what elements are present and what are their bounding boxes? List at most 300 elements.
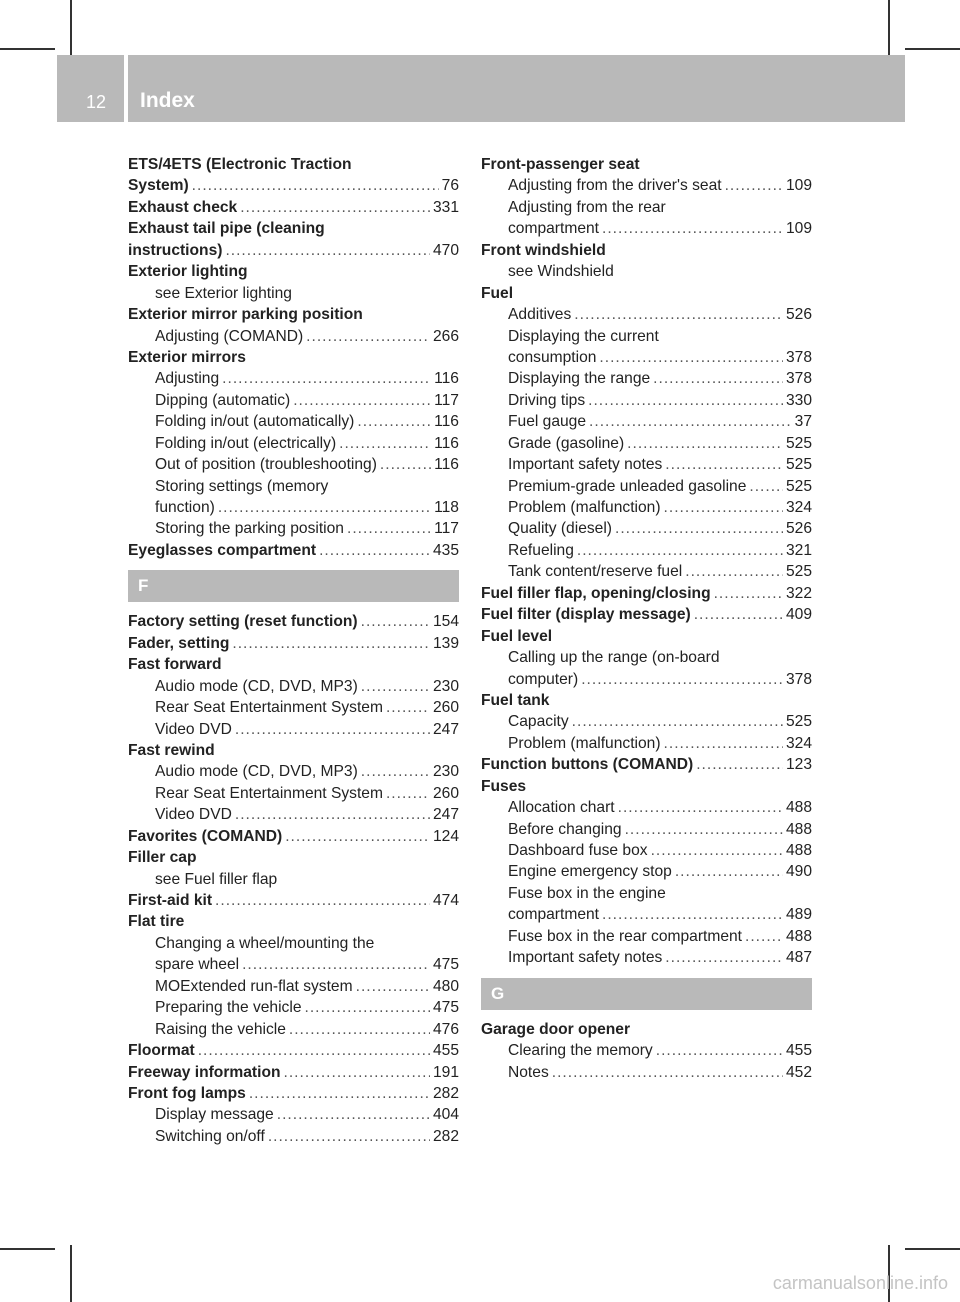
index-entry xyxy=(481,240,812,261)
entry-label: Fuel filler flap, opening/closing xyxy=(481,584,711,602)
index-entry[interactable] xyxy=(128,1040,459,1061)
entry-label: Premium-grade unleaded gasoline xyxy=(508,477,747,495)
dot-leader xyxy=(664,497,783,518)
dot-leader xyxy=(665,454,783,475)
page-reference[interactable]: 487 xyxy=(785,949,812,967)
index-subentry[interactable] xyxy=(481,861,812,882)
entry-label: Fuses xyxy=(481,777,527,795)
dot-leader xyxy=(289,1019,430,1040)
dot-leader xyxy=(284,1062,430,1083)
index-entry[interactable] xyxy=(128,826,459,847)
index-subentry[interactable] xyxy=(481,797,812,818)
dot-leader xyxy=(599,347,783,368)
index-subentry[interactable] xyxy=(481,1040,812,1061)
page-reference[interactable]: 480 xyxy=(432,977,459,995)
page-reference[interactable]: 282 xyxy=(432,1084,459,1102)
entry-label: Switching on/off xyxy=(155,1127,265,1145)
index-entry[interactable] xyxy=(481,604,812,625)
index-subentry[interactable] xyxy=(128,783,459,804)
page-number: 12 xyxy=(86,92,107,112)
page-reference[interactable]: 470 xyxy=(432,241,459,259)
index-subentry[interactable] xyxy=(481,390,812,411)
entry-label: Rear Seat Entertainment System xyxy=(155,784,383,802)
entry-label: ETS/4ETS (Electronic Traction xyxy=(128,156,352,173)
index-entry xyxy=(128,218,459,239)
index-subentry[interactable] xyxy=(481,1062,812,1083)
crop-mark-top-left-h xyxy=(0,48,55,50)
index-subentry[interactable] xyxy=(128,518,459,539)
index-subentry[interactable] xyxy=(128,433,459,454)
page-reference[interactable]: 455 xyxy=(785,1042,812,1060)
index-entry[interactable] xyxy=(128,633,459,654)
page-reference[interactable]: 488 xyxy=(785,820,812,838)
dot-leader xyxy=(386,697,430,718)
entry-label: Folding in/out (automatically) xyxy=(155,413,355,431)
index-subentry[interactable] xyxy=(481,433,812,454)
entry-label: Adjusting xyxy=(155,370,220,388)
index-column-left xyxy=(128,154,459,1147)
entry-label: Adjusting (COMAND) xyxy=(155,327,304,345)
page-reference[interactable]: 37 xyxy=(794,413,812,431)
page-reference[interactable]: 475 xyxy=(432,999,459,1017)
dot-leader xyxy=(618,797,783,818)
dot-leader xyxy=(581,669,783,690)
index-subentry[interactable] xyxy=(481,218,812,239)
entry-label: Fuse box in the engine xyxy=(508,884,666,902)
index-subentry[interactable] xyxy=(481,840,812,861)
dot-leader xyxy=(277,1104,430,1125)
page-reference[interactable]: 230 xyxy=(432,677,459,695)
index-entry[interactable] xyxy=(128,1062,459,1083)
entry-label: Front windshield xyxy=(481,241,606,259)
index-entry xyxy=(128,740,459,761)
dot-leader xyxy=(357,411,431,432)
index-entry xyxy=(481,1019,812,1040)
entry-label: Audio mode (CD, DVD, MP3) xyxy=(155,677,358,695)
entry-label: Adjusting from the rear xyxy=(508,198,666,216)
dot-leader xyxy=(552,1062,783,1083)
index-subentry[interactable] xyxy=(128,761,459,782)
section-letter-bar: F xyxy=(128,570,459,602)
entry-label: First-aid kit xyxy=(128,892,213,909)
index-subentry[interactable] xyxy=(128,1019,459,1040)
dot-leader xyxy=(588,390,783,411)
entry-label: Exhaust check xyxy=(128,198,238,216)
dot-leader xyxy=(656,1040,783,1061)
entry-label: computer) xyxy=(508,670,579,688)
crop-mark-top-right-h xyxy=(905,48,960,50)
index-entry xyxy=(128,347,459,368)
index-subentry[interactable] xyxy=(481,733,812,754)
entry-label: Calling up the range (on-board xyxy=(508,649,720,667)
dot-leader xyxy=(602,904,783,925)
page-reference[interactable]: 76 xyxy=(441,177,459,195)
index-subentry xyxy=(481,883,812,904)
index-entry[interactable] xyxy=(128,197,459,218)
dot-leader xyxy=(249,1083,430,1104)
page-reference[interactable]: 525 xyxy=(785,434,812,452)
entry-label: see Exterior lighting xyxy=(155,284,292,302)
page-reference[interactable]: 109 xyxy=(785,220,812,238)
entry-label: Fuel xyxy=(481,284,514,302)
watermark: carmanualsonline.info xyxy=(772,1273,948,1293)
dot-leader xyxy=(215,890,430,911)
dot-leader xyxy=(361,761,430,782)
entry-label: Fader, setting xyxy=(128,634,230,652)
index-entry xyxy=(481,626,812,647)
crop-mark-bottom-left-v xyxy=(70,1245,72,1302)
index-subentry[interactable] xyxy=(128,390,459,411)
dot-leader xyxy=(745,926,783,947)
dot-leader xyxy=(749,476,783,497)
page-reference[interactable]: 260 xyxy=(432,699,459,717)
index-subentry[interactable] xyxy=(481,497,812,518)
entry-label: Rear Seat Entertainment System xyxy=(155,699,383,717)
index-subentry[interactable] xyxy=(128,454,459,475)
dot-leader xyxy=(361,611,430,632)
index-entry[interactable] xyxy=(481,754,812,775)
entry-label: Important safety notes xyxy=(508,456,663,474)
page-reference[interactable]: 488 xyxy=(785,927,812,945)
entry-label: Out of position (troubleshooting) xyxy=(155,456,377,474)
entry-label: Exhaust tail pipe (cleaning xyxy=(128,220,325,238)
entry-label: spare wheel xyxy=(155,956,240,974)
dot-leader xyxy=(602,218,783,239)
index-subentry[interactable] xyxy=(128,1126,459,1147)
index-subentry xyxy=(128,933,459,954)
entry-label: function) xyxy=(155,499,215,516)
entry-label: Front fog lamps xyxy=(128,1084,246,1102)
entry-label: Problem (malfunction) xyxy=(508,734,661,752)
entry-label: Clearing the memory xyxy=(508,1042,653,1060)
entry-label: Fuel filter (display message) xyxy=(481,606,691,624)
dot-leader xyxy=(574,304,783,325)
page-reference[interactable]: 123 xyxy=(785,756,812,774)
page-reference[interactable]: 282 xyxy=(432,1127,459,1145)
entry-label: compartment xyxy=(508,220,599,238)
entry-label: Display message xyxy=(155,1106,274,1124)
dot-leader xyxy=(685,561,783,582)
dot-leader xyxy=(305,997,430,1018)
index-subentry[interactable] xyxy=(481,454,812,475)
page-reference[interactable]: 116 xyxy=(434,456,459,474)
dot-leader xyxy=(339,433,431,454)
dot-leader xyxy=(192,175,439,196)
dot-leader xyxy=(653,368,783,389)
crop-mark-bottom-right-h xyxy=(905,1248,960,1250)
dot-leader xyxy=(347,518,431,539)
index-subentry xyxy=(481,326,812,347)
index-subentry[interactable] xyxy=(128,954,459,975)
index-subentry[interactable] xyxy=(481,476,812,497)
index-subentry xyxy=(128,283,459,304)
index-subentry[interactable] xyxy=(481,175,812,196)
index-subentry[interactable] xyxy=(481,368,812,389)
index-subentry[interactable] xyxy=(481,947,812,968)
entry-label: Flat tire xyxy=(128,913,185,931)
entry-label: Raising the vehicle xyxy=(155,1020,286,1038)
index-subentry[interactable] xyxy=(481,711,812,732)
entry-label: consumption xyxy=(508,348,597,366)
index-entry xyxy=(128,847,459,868)
dot-leader xyxy=(198,1040,430,1061)
index-entry[interactable] xyxy=(128,540,459,561)
dot-leader xyxy=(361,676,430,697)
entry-label: Folding in/out (electrically) xyxy=(155,434,337,452)
entry-label: Tank content/reserve fuel xyxy=(508,563,683,581)
section-letter-bar: G xyxy=(481,978,812,1010)
entry-label: Filler cap xyxy=(128,849,197,867)
entry-label: Storing settings (memory xyxy=(155,477,329,495)
dot-leader xyxy=(225,240,430,261)
page-reference[interactable]: 139 xyxy=(432,634,459,652)
dot-leader xyxy=(268,1126,430,1147)
entry-label: Dipping (automatic) xyxy=(155,391,291,409)
index-entry xyxy=(128,261,459,282)
dot-leader xyxy=(625,819,783,840)
dot-leader xyxy=(235,804,430,825)
entry-label: compartment xyxy=(508,906,599,924)
entry-label: Video DVD xyxy=(155,806,232,824)
index-entry[interactable] xyxy=(128,240,459,261)
page-reference[interactable]: 154 xyxy=(432,613,459,631)
page-reference[interactable]: 525 xyxy=(785,456,812,474)
entry-label: instructions) xyxy=(128,241,223,259)
index-subentry[interactable] xyxy=(128,697,459,718)
entry-label: Grade (gasoline) xyxy=(508,434,625,452)
entry-label: Preparing the vehicle xyxy=(155,999,302,1017)
index-subentry xyxy=(128,476,459,497)
dot-leader xyxy=(725,175,783,196)
dot-leader xyxy=(651,840,783,861)
index-subentry[interactable] xyxy=(481,347,812,368)
page-reference[interactable]: 324 xyxy=(785,499,812,516)
entry-label: Engine emergency stop xyxy=(508,863,672,881)
entry-label: Favorites (COMAND) xyxy=(128,827,283,845)
page-reference[interactable]: 191 xyxy=(432,1063,459,1081)
dot-leader xyxy=(222,368,431,389)
page-reference[interactable]: 378 xyxy=(785,370,812,388)
index-subentry[interactable] xyxy=(481,411,812,432)
page-reference[interactable]: 476 xyxy=(432,1020,459,1038)
entry-label: Allocation chart xyxy=(508,799,615,817)
index-entry xyxy=(481,690,812,711)
page-reference[interactable]: 117 xyxy=(434,391,459,409)
entry-label: Adjusting from the driver's seat xyxy=(508,177,722,195)
page-reference[interactable]: 266 xyxy=(432,327,459,345)
dot-leader xyxy=(675,861,783,882)
entry-label: Fuse box in the rear compartment xyxy=(508,927,743,945)
entry-label: Quality (diesel) xyxy=(508,520,612,538)
section-gap xyxy=(128,561,459,570)
page-reference[interactable]: 435 xyxy=(432,541,459,559)
entry-label: Notes xyxy=(508,1063,549,1081)
page-reference[interactable]: 488 xyxy=(785,799,812,817)
page-reference[interactable]: 116 xyxy=(434,413,459,431)
entry-label: Video DVD xyxy=(155,720,232,738)
entry-label: Front-passenger seat xyxy=(481,156,640,173)
index-subentry[interactable] xyxy=(128,1104,459,1125)
entry-label: Freeway information xyxy=(128,1063,281,1081)
dot-leader xyxy=(577,540,783,561)
entry-label: Driving tips xyxy=(508,391,586,409)
index-subentry xyxy=(481,261,812,282)
entry-label: Audio mode (CD, DVD, MP3) xyxy=(155,763,358,781)
page-reference[interactable]: 490 xyxy=(785,863,812,881)
page-reference[interactable]: 488 xyxy=(785,842,812,859)
page-reference[interactable]: 404 xyxy=(432,1106,459,1124)
index-subentry[interactable] xyxy=(128,976,459,997)
index-subentry[interactable] xyxy=(481,926,812,947)
index-subentry[interactable] xyxy=(128,719,459,740)
dot-leader xyxy=(319,540,430,561)
crop-mark-bottom-left-h xyxy=(0,1248,55,1250)
entry-label: Fast rewind xyxy=(128,741,215,759)
page-reference[interactable]: 116 xyxy=(434,370,459,388)
entry-label: Storing the parking position xyxy=(155,520,344,538)
dot-leader xyxy=(615,518,783,539)
section-gap xyxy=(481,969,812,978)
page-reference[interactable]: 455 xyxy=(432,1042,459,1060)
index-entry xyxy=(481,154,812,175)
page-reference[interactable]: 109 xyxy=(785,177,812,195)
dot-leader xyxy=(380,454,431,475)
page-reference[interactable]: 260 xyxy=(432,784,459,802)
crop-mark-top-right-v xyxy=(888,0,890,55)
entry-label: Capacity xyxy=(508,713,569,731)
index-entry[interactable] xyxy=(128,1083,459,1104)
entry-label: Fast forward xyxy=(128,656,222,674)
dot-leader xyxy=(627,433,783,454)
index-subentry xyxy=(481,197,812,218)
index-entry xyxy=(128,911,459,932)
dot-leader xyxy=(240,197,430,218)
dot-leader xyxy=(694,604,783,625)
entry-label: Displaying the current xyxy=(508,327,659,345)
entry-label: Important safety notes xyxy=(508,949,663,967)
index-entry[interactable] xyxy=(128,890,459,911)
page-reference[interactable]: 230 xyxy=(432,763,459,781)
page-reference[interactable]: 525 xyxy=(785,563,812,581)
entry-label: Before changing xyxy=(508,820,622,838)
index-subentry[interactable] xyxy=(128,997,459,1018)
entry-label: Refueling xyxy=(508,541,574,559)
page-reference[interactable]: 124 xyxy=(432,827,459,845)
entry-label: System) xyxy=(128,177,189,195)
index-entry[interactable] xyxy=(481,583,812,604)
entry-label: Function buttons (COMAND) xyxy=(481,756,694,774)
page-reference[interactable]: 409 xyxy=(785,606,812,624)
index-entry xyxy=(128,654,459,675)
dot-leader xyxy=(242,954,430,975)
index-subentry[interactable] xyxy=(481,518,812,539)
index-entry xyxy=(481,776,812,797)
page-reference[interactable]: 324 xyxy=(785,734,812,752)
page-reference[interactable]: 322 xyxy=(785,584,812,602)
index-subentry xyxy=(481,647,812,668)
page-reference[interactable]: 331 xyxy=(432,198,459,216)
entry-label: see Fuel filler flap xyxy=(155,870,278,888)
dot-leader xyxy=(235,719,430,740)
dot-leader xyxy=(285,826,430,847)
page-reference[interactable]: 474 xyxy=(432,892,459,909)
page-reference[interactable]: 118 xyxy=(434,499,459,516)
entry-label: Changing a wheel/mounting the xyxy=(155,934,375,952)
dot-leader xyxy=(218,497,431,518)
page-reference[interactable]: 526 xyxy=(785,306,812,324)
page-reference[interactable]: 452 xyxy=(785,1063,812,1081)
page-reference[interactable]: 321 xyxy=(785,541,812,559)
index-subentry[interactable] xyxy=(128,804,459,825)
dot-leader xyxy=(665,947,783,968)
page-reference[interactable]: 525 xyxy=(785,477,812,495)
entry-label: Exterior lighting xyxy=(128,263,248,281)
page-reference[interactable]: 378 xyxy=(785,670,812,688)
page-reference[interactable]: 489 xyxy=(785,906,812,924)
entry-label: Factory setting (reset function) xyxy=(128,613,358,631)
entry-label: Garage door opener xyxy=(481,1020,631,1038)
dot-leader xyxy=(386,783,430,804)
index-entry xyxy=(128,154,459,175)
entry-label: Eyeglasses compartment xyxy=(128,541,317,559)
page-reference[interactable]: 475 xyxy=(432,956,459,974)
index-entry[interactable] xyxy=(128,175,459,196)
dot-leader xyxy=(664,733,783,754)
entry-label: Additives xyxy=(508,306,572,324)
index-subentry[interactable] xyxy=(481,819,812,840)
page-reference[interactable]: 247 xyxy=(432,806,459,824)
page-reference[interactable]: 117 xyxy=(434,520,459,538)
dot-leader xyxy=(306,326,430,347)
index-entry xyxy=(481,283,812,304)
index-subentry[interactable] xyxy=(481,669,812,690)
page-reference[interactable]: 378 xyxy=(785,348,812,366)
index-entry[interactable] xyxy=(128,611,459,632)
index-subentry[interactable] xyxy=(481,304,812,325)
page-reference[interactable]: 247 xyxy=(432,720,459,738)
index-subentry[interactable] xyxy=(128,326,459,347)
header-divider xyxy=(124,55,128,122)
page-reference[interactable]: 330 xyxy=(785,391,812,409)
dot-leader xyxy=(589,411,792,432)
index-subentry[interactable] xyxy=(128,368,459,389)
dot-leader xyxy=(356,976,430,997)
dot-leader xyxy=(293,390,431,411)
page-reference[interactable]: 525 xyxy=(785,713,812,731)
index-subentry[interactable] xyxy=(128,411,459,432)
running-title: Index xyxy=(140,89,195,112)
page-reference[interactable]: 526 xyxy=(785,520,812,538)
index-subentry[interactable] xyxy=(128,676,459,697)
entry-label: Dashboard fuse box xyxy=(508,842,648,859)
crop-mark-top-left-v xyxy=(70,0,72,55)
entry-label: see Windshield xyxy=(508,263,614,281)
entry-label: Floormat xyxy=(128,1042,195,1060)
index-entry xyxy=(128,304,459,325)
dot-leader xyxy=(696,754,783,775)
index-subentry[interactable] xyxy=(481,904,812,925)
entry-label: Fuel gauge xyxy=(508,413,587,431)
index-subentry[interactable] xyxy=(128,497,459,518)
index-column-right xyxy=(481,154,812,1083)
entry-label: Fuel level xyxy=(481,627,553,645)
index-subentry[interactable] xyxy=(481,540,812,561)
entry-label: Exterior mirrors xyxy=(128,348,246,366)
page-reference[interactable]: 116 xyxy=(434,434,459,452)
entry-label: Displaying the range xyxy=(508,370,651,388)
entry-label: Exterior mirror parking position xyxy=(128,306,363,324)
index-subentry[interactable] xyxy=(481,561,812,582)
